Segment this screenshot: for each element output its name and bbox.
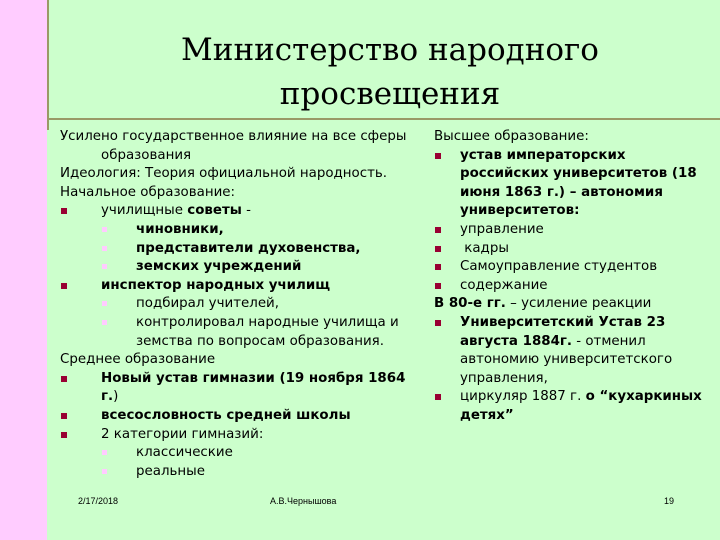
list-item	[60, 202, 412, 221]
sub-list-item	[60, 258, 412, 277]
slide-title	[100, 28, 680, 116]
univ-charter-text-b: - отменил автономию университетского управления,	[460, 333, 673, 386]
categories-text: 2 категории гимназий:	[101, 426, 264, 442]
ideology-label: Идеология:	[60, 166, 141, 182]
list-item	[434, 147, 702, 221]
footer-author: А.В.Чернышова	[270, 496, 337, 506]
councils-text-b: советы	[187, 203, 242, 219]
gymnasium-text-a: Новый устав гимназии (19 ноября 1864 г.	[101, 370, 406, 405]
inspector-item: подбирал учителей,	[136, 296, 280, 312]
list-item	[434, 388, 702, 425]
bullet-icon	[61, 432, 67, 438]
left-accent-strip	[0, 0, 47, 540]
list-item	[434, 277, 702, 296]
bullet-icon	[61, 208, 67, 214]
bullet-icon	[61, 283, 67, 289]
list-item	[434, 240, 702, 259]
bullet-icon	[435, 264, 441, 270]
inspector-text: инспектор народных училищ	[101, 277, 331, 293]
councils-item: чиновники,	[136, 221, 224, 237]
sub-bullet-icon	[102, 320, 107, 325]
sub-bullet-icon	[102, 469, 107, 474]
bullet-icon	[435, 283, 441, 289]
inspector-item: контролировал народные училища и земства по вопросам образования.	[136, 314, 399, 349]
bullet-icon	[435, 153, 441, 159]
sub-bullet-icon	[102, 301, 107, 306]
left-column	[60, 128, 412, 481]
list-item	[434, 258, 702, 277]
bullet-icon	[435, 246, 441, 252]
eighties-text: – усиление реакции	[505, 296, 652, 312]
circular-text-a: циркуляр 1887 г.	[460, 389, 586, 405]
charter-text: устав императорских российских университетов (18 июня 1863 г.) – автономия университетов:	[460, 147, 697, 219]
ideology-paragraph	[60, 165, 412, 184]
title-line-1: Министерство народного	[181, 32, 599, 68]
bullet-icon	[61, 376, 67, 382]
secondary-heading: Среднее образование	[60, 352, 216, 368]
sub-bullet-icon	[102, 246, 107, 251]
ideology-text: Теория официальной народность.	[140, 166, 388, 182]
sub-list-item	[60, 295, 412, 314]
allclass-text: всесословность средней школы	[101, 407, 351, 423]
list-item	[60, 407, 412, 426]
autonomy-item: Самоуправление студентов	[460, 259, 658, 275]
autonomy-item: кадры	[464, 240, 509, 256]
sub-list-item	[60, 314, 412, 351]
councils-text-c: -	[241, 203, 251, 219]
eighties-label: В 80-е гг.	[434, 296, 506, 312]
list-item	[434, 314, 702, 388]
horizontal-rule	[47, 118, 720, 120]
circular-text-b: о “кухаркиных детях”	[460, 389, 702, 423]
sub-list-item	[60, 444, 412, 463]
sub-list-item	[60, 463, 412, 482]
autonomy-item: содержание	[460, 277, 548, 293]
category-item: реальные	[136, 463, 205, 479]
univ-charter-text-a: Университетский Устав 23 августа 1884г.	[460, 314, 666, 349]
title-line-2: просвещения	[279, 76, 501, 112]
list-item	[60, 426, 412, 445]
vertical-rule	[47, 0, 49, 130]
bullet-icon	[435, 394, 441, 400]
autonomy-item: управление	[460, 221, 544, 237]
footer-date: 2/17/2018	[78, 496, 119, 506]
list-item	[60, 277, 412, 296]
higher-heading: Высшее образование:	[434, 129, 589, 144]
sub-list-item	[60, 221, 412, 240]
gymnasium-text-b: )	[113, 389, 119, 405]
bullet-icon	[435, 320, 441, 326]
right-column	[434, 128, 702, 426]
list-item	[60, 370, 412, 407]
sub-list-item	[60, 240, 412, 259]
footer-page-number: 19	[664, 496, 675, 506]
intro-text: Усилено государственное влияние на все сферы образования	[60, 129, 407, 163]
councils-text-a: училищные	[101, 203, 188, 219]
primary-heading: Начальное образование:	[60, 184, 236, 200]
category-item: классические	[136, 445, 233, 461]
councils-item: земских учреждений	[136, 259, 302, 275]
eighties-paragraph	[434, 295, 702, 314]
bullet-icon	[435, 227, 441, 233]
sub-bullet-icon	[102, 264, 107, 269]
councils-item: представители духовенства,	[136, 240, 361, 256]
sub-bullet-icon	[102, 227, 107, 232]
bullet-icon	[61, 413, 67, 419]
sub-bullet-icon	[102, 450, 107, 455]
list-item	[434, 221, 702, 240]
